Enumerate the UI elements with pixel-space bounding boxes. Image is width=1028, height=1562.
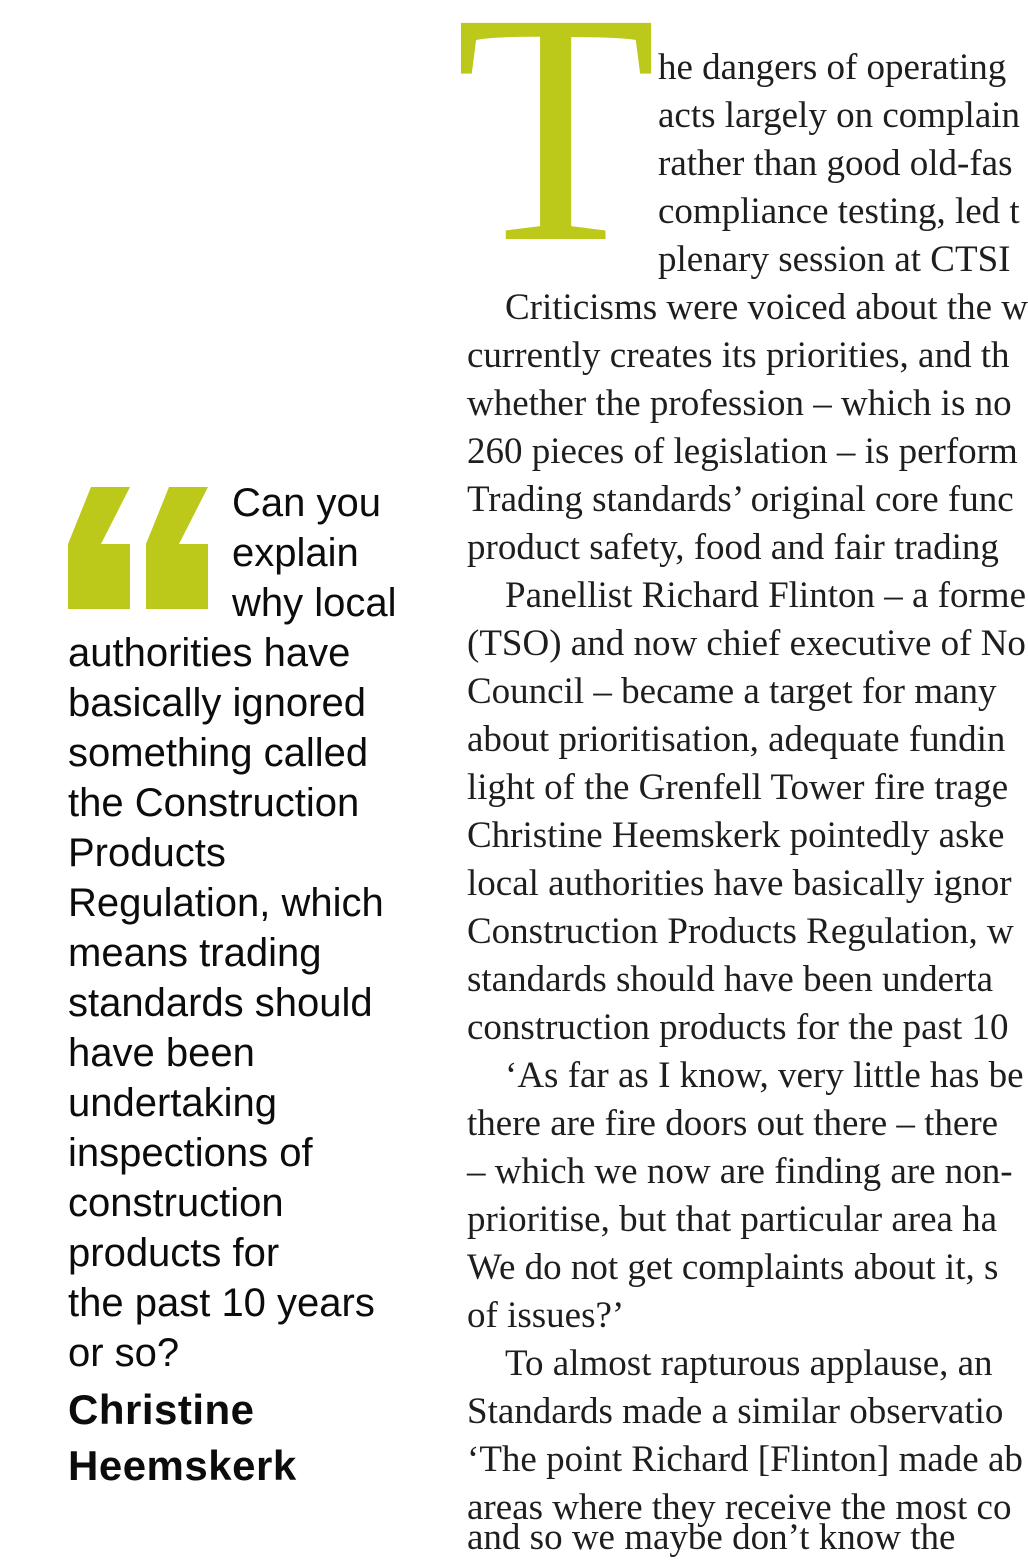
article-line: whether the profession – which is no [467, 383, 1012, 424]
attribution-line: Heemskerk [68, 1442, 297, 1489]
pull-quote-line: something called [68, 731, 369, 775]
article-line: (TSO) and now chief executive of No [467, 623, 1026, 664]
pull-quote-line: standards should [68, 981, 373, 1025]
article-line: Council – became a target for many [467, 671, 997, 712]
article-line: We do not get complaints about it, s [467, 1247, 999, 1288]
article-partial-bottom-line: and so we maybe don’t know the [467, 1517, 956, 1558]
article-line: light of the Grenfell Tower fire trage [467, 767, 1009, 808]
article-line: Criticisms were voiced about the w [505, 287, 1028, 328]
article-line: Standards made a similar observatio [467, 1391, 1004, 1432]
pull-quote-line: undertaking [68, 1081, 278, 1125]
article-lines-beside-drop-cap [467, 44, 1024, 284]
pull-quote-line: means trading [68, 931, 322, 975]
article-line: plenary session at CTSI [658, 239, 1011, 280]
pull-quote-lines-beside-mark [68, 478, 468, 628]
pull-quote-line: have been [68, 1031, 255, 1075]
pull-quote-line: explain [232, 531, 359, 575]
article-line: there are fire doors out there – there [467, 1103, 999, 1144]
pull-quote-line: or so? [68, 1331, 180, 1375]
pull-quote-attribution [68, 1382, 468, 1494]
drop-cap: T [455, 0, 657, 311]
article-line: currently creates its priorities, and th [467, 335, 1010, 376]
article-line: ‘The point Richard [Flinton] made ab [467, 1439, 1023, 1480]
pull-quote-line: products for [68, 1231, 280, 1275]
pull-quote-line: construction [68, 1181, 284, 1225]
article-column [467, 44, 1028, 1558]
article-line: areas where they receive the most co [467, 1487, 1012, 1528]
pull-quote-line: authorities have [68, 631, 351, 675]
article-line: product safety, food and fair trading [467, 527, 999, 568]
pull-quote-line: basically ignored [68, 681, 366, 725]
article-line: ‘As far as I know, very little has be [505, 1055, 1024, 1096]
article-line: compliance testing, led t [658, 191, 1020, 232]
article-line: construction products for the past 10 [467, 1007, 1009, 1048]
article-line: – which we now are finding are non- [467, 1151, 1013, 1192]
article-line: Construction Products Regulation, w [467, 911, 1014, 952]
pull-quote-line: the past 10 years [68, 1281, 375, 1325]
pull-quote-lines [68, 628, 468, 1378]
pull-quote-line: Products [68, 831, 226, 875]
pull-quote [68, 478, 468, 1494]
article-line: Trading standards’ original core func [467, 479, 1014, 520]
article-line: To almost rapturous applause, an [505, 1343, 993, 1384]
article-line: prioritise, but that particular area ha [467, 1199, 998, 1240]
pull-quote-line: the Construction [68, 781, 360, 825]
article-line: Christine Heemskerk pointedly aske [467, 815, 1005, 856]
article-line: rather than good old-fas [658, 143, 1013, 184]
pull-quote-line: Regulation, which [68, 881, 384, 925]
attribution-line: Christine [68, 1386, 255, 1433]
article-line: he dangers of operating [658, 47, 1007, 88]
article-line: about prioritisation, adequate fundin [467, 719, 1006, 760]
pull-quote-line: inspections of [68, 1131, 313, 1175]
article-line: local authorities have basically ignor [467, 863, 1012, 904]
article-line: standards should have been underta [467, 959, 994, 1000]
pull-quote-line: Can you [232, 481, 381, 525]
article-line: of issues?’ [467, 1295, 625, 1336]
article-line: acts largely on complain [658, 95, 1021, 136]
article-line: Panellist Richard Flinton – a forme [505, 575, 1026, 616]
article-lines [467, 284, 1028, 1532]
pull-quote-line: why local [232, 581, 397, 625]
article-line: 260 pieces of legislation – is perform [467, 431, 1018, 472]
